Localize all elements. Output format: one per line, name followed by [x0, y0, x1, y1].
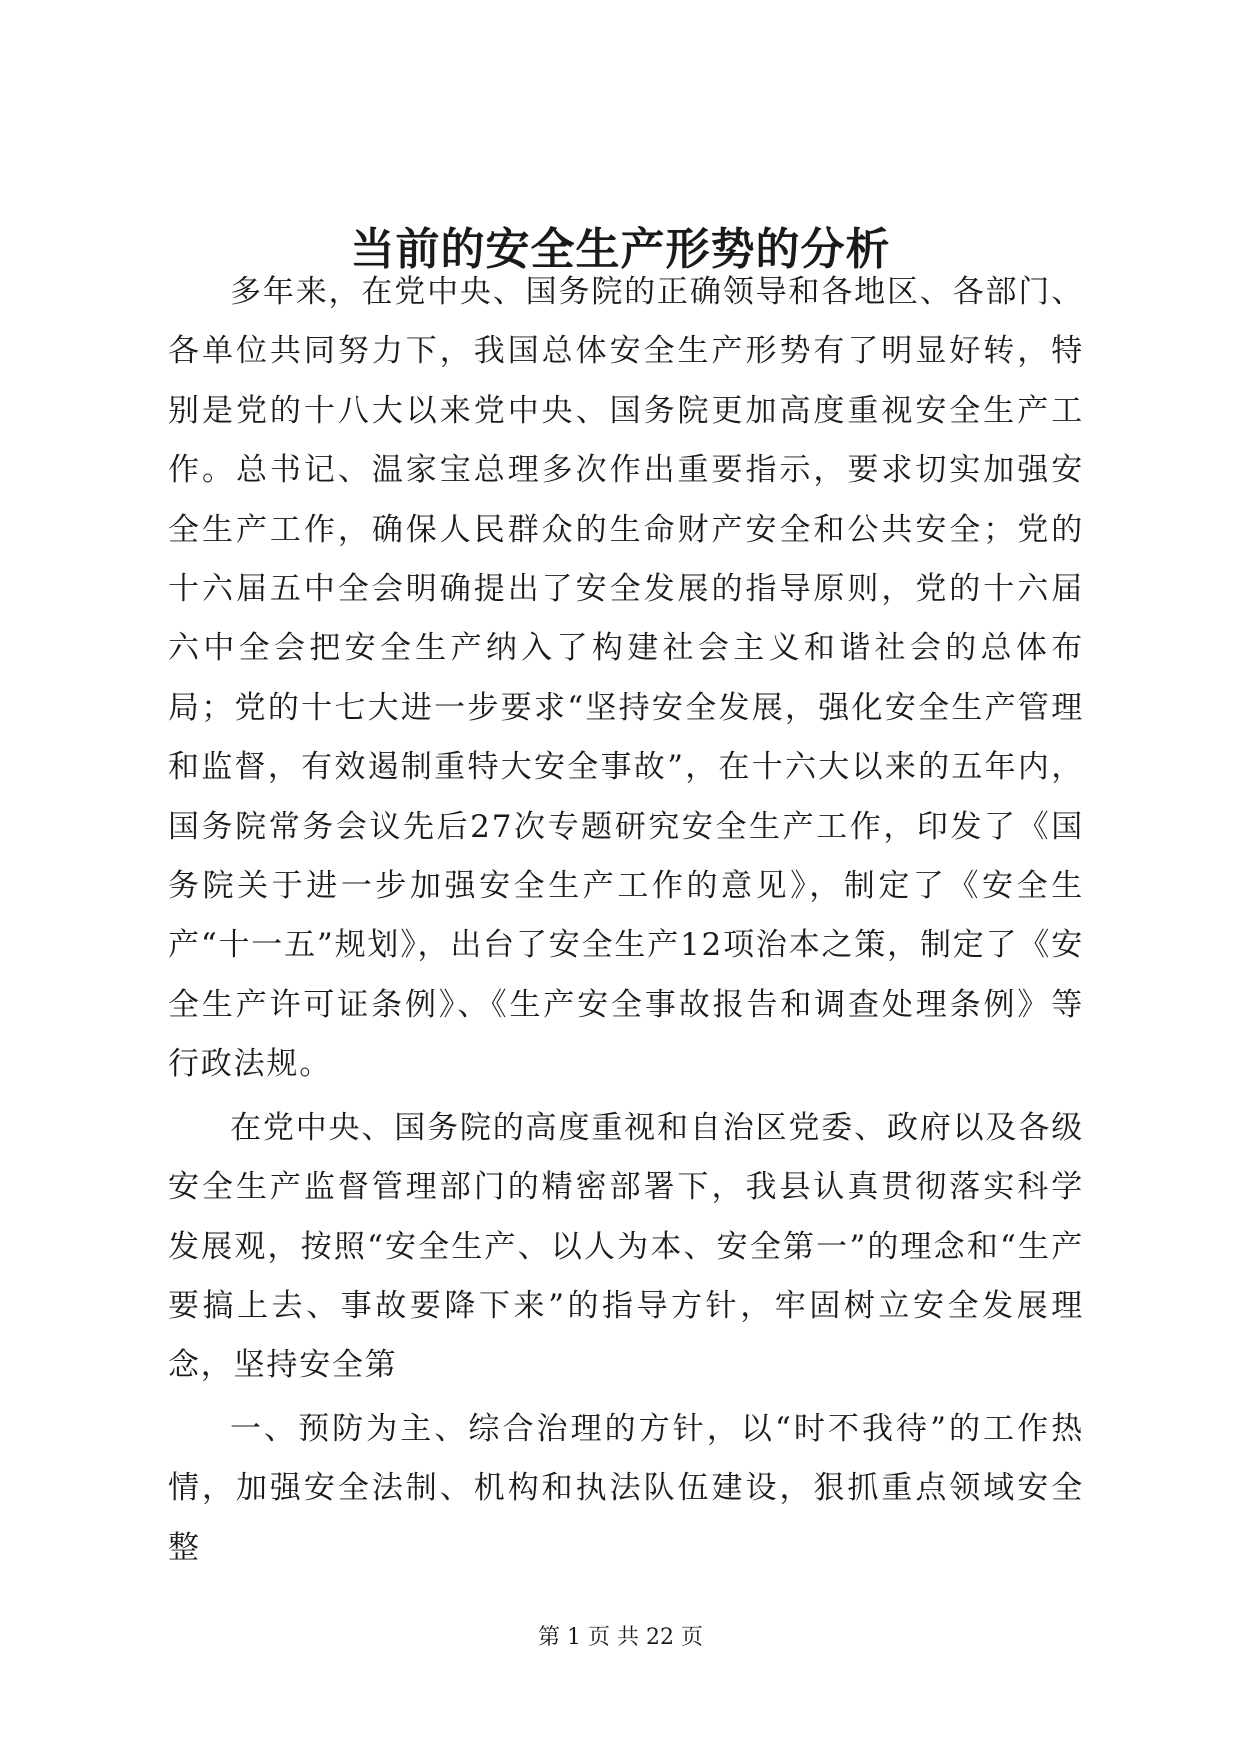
document-title: 当前的安全生产形势的分析 — [350, 224, 891, 275]
document-body — [168, 263, 1084, 1578]
paragraph-1: 多年来，在党中央、国务院的正确领导和各地区、各部门、各单位共同努力下，我国总体安全生产形势有了明显好转，特别是党的十八大以来党中央、国务院更加高度重视安全生产工作。总书记、温家宝总理多次作出重要指示，要求切实加强安全生产工作，确保人民群众的生命财产安全和公共安全；党的十六届五中全会明确提出了安全发展的指导原则，党的十六届六中全会把安全生产纳入了构建社会主义和谐社会的总体布局；党的十七大进一步要求“坚持安全发展，强化安全生产管理和监督，有效遏制重特大安全事故”，在十六大以来的五年内，国务院常务会议先后27次专题研究安全生产工作，印发了《国务院关于进一步加强安全生产工作的意见》，制定了《安全生产“十一五”规划》，出台了安全生产12项治本之策，制定了《安全生产许可证条例》、《生产安全事故报告和调查处理条例》等行政法规。 — [168, 274, 1084, 1083]
paragraph-3: 一、预防为主、综合治理的方针，以“时不我待”的工作热情，加强安全法制、机构和执法队伍建设，狠抓重点领域安全整 — [168, 1410, 1084, 1566]
paragraph-2: 在党中央、国务院的高度重视和自治区党委、政府以及各级安全生产监督管理部门的精密部署下，我县认真贯彻落实科学发展观，按照“安全生产、以人为本、安全第一”的理念和“生产要搞上去、事故要降下来”的指导方针，牢固树立安全发展理念，坚持安全第 — [168, 1109, 1084, 1384]
page-footer: 第 1 页 共 22 页 — [538, 1625, 703, 1650]
